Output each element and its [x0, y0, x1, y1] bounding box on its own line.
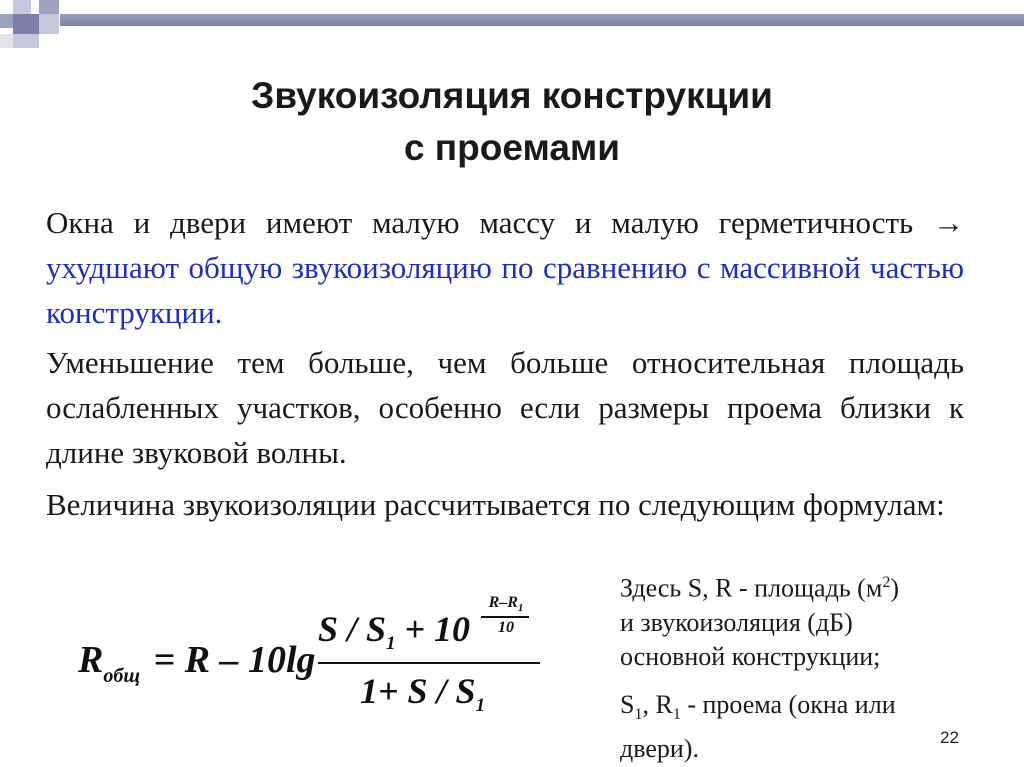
formula-exponent-sub: 1	[517, 602, 524, 614]
page-number: 22	[940, 728, 959, 747]
paragraph-1-plain: Окна и двери имеют малую массу и малую герметичность →	[46, 205, 964, 240]
note-line-3: основной конструкции;	[620, 641, 881, 671]
formula-denominator: 1+ S / S	[360, 671, 476, 711]
decor-square-7	[0, 34, 13, 48]
formula-exponent-numerator: R–R	[488, 594, 518, 611]
slide-title	[0, 70, 1024, 174]
formula-fraction-bar	[318, 662, 540, 664]
paragraph-1	[46, 200, 964, 335]
formula-rhs-lead: = R – 10lg	[153, 639, 316, 681]
formula-numerator-plus: + 10	[404, 609, 471, 649]
header-bar	[60, 14, 1024, 26]
note-line-5: двери).	[620, 733, 699, 763]
formula	[78, 590, 548, 730]
formula-numerator-ratio: S / S	[318, 609, 387, 649]
formula-exponent-line	[481, 616, 529, 618]
decor-square-4	[13, 14, 39, 34]
decor-square-2	[39, 0, 59, 14]
decor-square-3	[0, 14, 13, 28]
formula-lhs-subscript: общ	[103, 665, 140, 687]
formula-exponent-denominator: 10	[498, 619, 514, 636]
paragraph-2: Уменьшение тем больше, чем больше относительная площадь ослабленных участков, особенно если размеры проема близки к длине звуковой волны.	[46, 345, 964, 470]
formula-denominator-sub: 1	[475, 695, 486, 716]
note-line-1: Здесь S, R - площадь $(м^2)$	[620, 573, 899, 603]
note-line-2: и звукоизоляция (дБ)	[620, 607, 853, 637]
paragraph-3: Величина звукоизоляции рассчитывается по следующим формулам:	[46, 487, 945, 522]
decor-square-6	[13, 34, 39, 48]
note-line-4: $S_1$, $R_1$ - проема (окна или	[620, 689, 896, 723]
variables-note	[620, 566, 980, 766]
decor-square-5	[39, 14, 59, 34]
decor-square-1	[13, 0, 31, 14]
paragraph-1-highlight: ухудшают общую звукоизоляцию по сравнению с массивной частью конструкции.	[46, 250, 964, 330]
formula-lhs-r: R	[78, 639, 104, 681]
title-line-2: с проемами	[403, 127, 621, 168]
title-line-1: Звукоизоляция конструкции	[251, 75, 773, 116]
formula-numerator-sub: 1	[386, 633, 396, 654]
